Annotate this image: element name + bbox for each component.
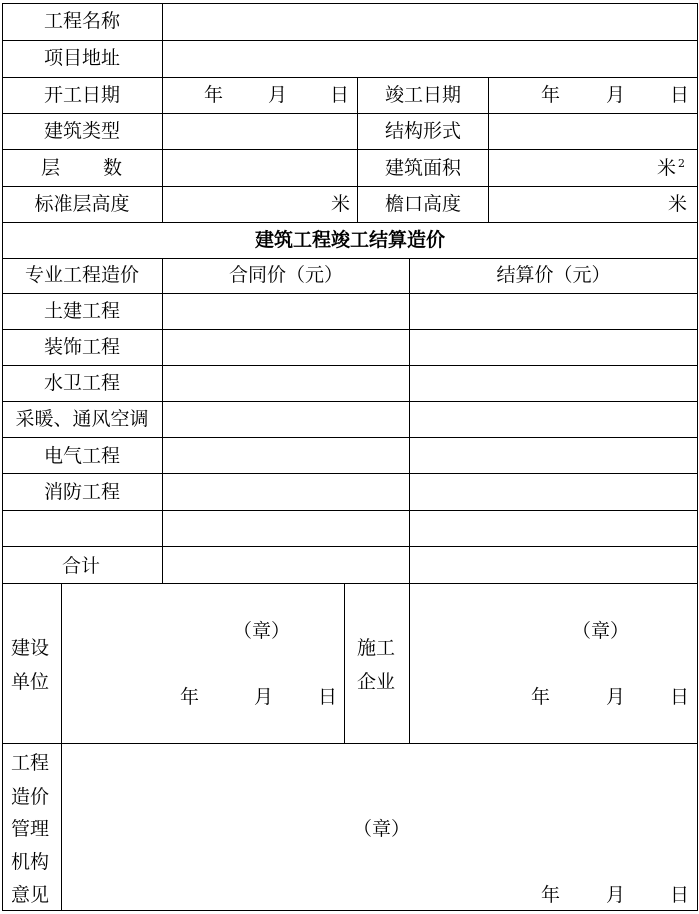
eaves-height-unit: 米 xyxy=(668,193,688,215)
agency-label-line: 工程 xyxy=(11,752,50,774)
col-line xyxy=(61,583,62,911)
start-date-year: 年 xyxy=(204,84,224,106)
row-line xyxy=(2,437,698,438)
header-discipline: 专业工程造价 xyxy=(24,264,139,286)
building-type-label: 建筑类型 xyxy=(43,120,120,142)
table-row: 电气工程 xyxy=(43,445,120,467)
std-floor-height-unit: 米 xyxy=(331,193,351,215)
building-area-label: 建筑面积 xyxy=(384,157,461,179)
row-line xyxy=(2,222,698,223)
table-row: 采暖、通风空调 xyxy=(15,408,149,430)
owner-date-day: 日 xyxy=(318,686,338,708)
col-line xyxy=(344,583,345,743)
row-line xyxy=(2,365,698,366)
eaves-height-label: 檐口高度 xyxy=(384,193,461,215)
row-line xyxy=(2,583,698,584)
contractor-label-2: 企业 xyxy=(357,671,396,693)
row-line xyxy=(2,473,698,474)
table-row: 土建工程 xyxy=(43,300,120,322)
agency-date-day: 日 xyxy=(670,884,690,906)
row-line xyxy=(2,293,698,294)
header-contract-price: 合同价（元） xyxy=(228,264,343,286)
start-date-label: 开工日期 xyxy=(43,84,120,106)
row-line xyxy=(2,40,698,41)
border-top xyxy=(2,3,698,4)
table-row: 装饰工程 xyxy=(43,336,120,358)
contractor-label-1: 施工 xyxy=(357,637,396,659)
table-row: 消防工程 xyxy=(43,481,120,503)
floors-label-1: 层 xyxy=(41,157,61,179)
project-address-label: 项目地址 xyxy=(43,47,120,69)
row-line xyxy=(2,401,698,402)
agency-label-line: 意见 xyxy=(11,884,50,906)
row-line xyxy=(2,510,698,511)
agency-label-line: 管理 xyxy=(11,818,50,840)
col-line xyxy=(409,258,410,743)
agency-label-line: 造价 xyxy=(11,786,50,808)
border-right xyxy=(697,3,698,911)
project-name-label: 工程名称 xyxy=(43,10,120,32)
owner-date-year: 年 xyxy=(180,686,200,708)
col-line xyxy=(488,77,489,222)
agency-date-year: 年 xyxy=(541,884,561,906)
structure-form-label: 结构形式 xyxy=(384,120,461,142)
contractor-date-month: 月 xyxy=(606,686,626,708)
total-label: 合计 xyxy=(62,555,101,577)
agency-seal: （章） xyxy=(353,818,411,840)
contractor-date-day: 日 xyxy=(670,686,690,708)
col-line xyxy=(162,3,163,222)
agency-date-month: 月 xyxy=(606,884,626,906)
completion-date-label: 竣工日期 xyxy=(384,84,461,106)
completion-date-year: 年 xyxy=(541,84,561,106)
owner-label-1: 建设 xyxy=(11,637,50,659)
col-line xyxy=(162,258,163,583)
row-line xyxy=(2,546,698,547)
contractor-seal: （章） xyxy=(572,620,630,642)
area-unit: 米 $^2$ xyxy=(657,157,686,179)
start-date-month: 月 xyxy=(268,84,288,106)
row-line xyxy=(2,77,698,78)
row-line xyxy=(2,743,698,744)
floors-label-2: 数 xyxy=(103,157,123,179)
section-title: 建筑工程竣工结算造价 xyxy=(254,229,445,251)
start-date-day: 日 xyxy=(330,84,350,106)
header-settlement-price: 结算价（元） xyxy=(496,264,611,286)
contractor-date-year: 年 xyxy=(531,686,551,708)
owner-label-2: 单位 xyxy=(11,671,50,693)
owner-date-month: 月 xyxy=(254,686,274,708)
agency-label-line: 机构 xyxy=(11,851,50,873)
row-line xyxy=(2,186,698,187)
owner-seal: （章） xyxy=(233,620,291,642)
std-floor-height-label: 标准层高度 xyxy=(34,193,130,215)
row-line xyxy=(2,113,698,114)
completion-date-day: 日 xyxy=(670,84,690,106)
row-line xyxy=(2,258,698,259)
row-line xyxy=(2,329,698,330)
table-row: 水卫工程 xyxy=(43,372,120,394)
border-bottom xyxy=(2,910,698,911)
completion-date-month: 月 xyxy=(606,84,626,106)
row-line xyxy=(2,149,698,150)
